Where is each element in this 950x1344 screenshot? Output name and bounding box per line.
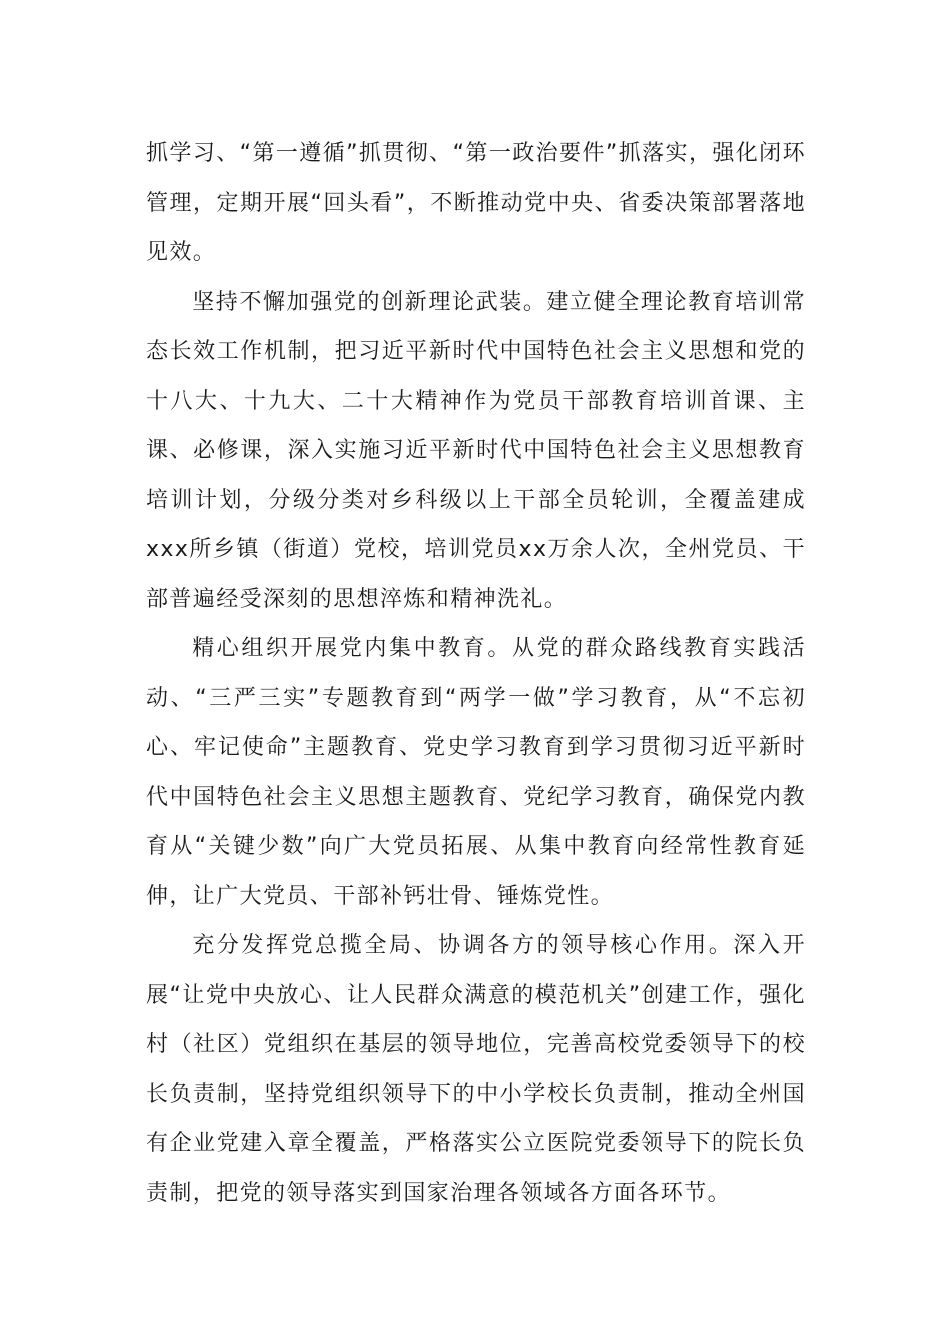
paragraph-leadership-core: 充分发挥党总揽全局、协调各方的领导核心作用。深入开展“让党中央放心、让人民群众满意的模范机关”创建工作，强化村（社区）党组织在基层的领导地位，完善高校党委领导下的校长负责制，坚持党组织领导下的中小学校长负责制，推动全州国有企业党建入章全覆盖，严格落实公立医院党委领导下的院长负责制，把党的领导落实到国家治理各领域各方面各环节。 bbox=[146, 933, 806, 1206]
paragraph-theory-armament: 坚持不懈加强党的创新理论武装。建立健全理论教育培训常态长效工作机制，把习近平新时代中国特色社会主义思想和党的十八大、十九大、二十大精神作为党员干部教育培训首课、主课、必修课，深入实施习近平新时代中国特色社会主义思想教育培训计划，分级分类对乡科级以上干部全员轮训，全覆盖建成xxx所乡镇（街道）党校，培训党员xx万余人次，全州党员、干部普遍经受深刻的思想淬炼和精神洗礼。 bbox=[146, 289, 806, 612]
paragraph-party-education: 精心组织开展党内集中教育。从党的群众路线教育实践活动、“三严三实”专题教育到“两学一做”学习教育，从“不忘初心、牢记使命”主题教育、党史学习教育到学习贯彻习近平新时代中国特色社会主义思想主题教育、党纪学习教育，确保党内教育从“关键少数”向广大党员拓展、从集中教育向经常性教育延伸，让广大党员、干部补钙壮骨、锤炼党性。 bbox=[146, 636, 806, 909]
paragraph-continuation: 抓学习、“第一遵循”抓贯彻、“第一政治要件”抓落实，强化闭环管理，定期开展“回头看”，不断推动党中央、省委决策部署落地见效。 bbox=[146, 141, 806, 265]
document-body bbox=[146, 129, 806, 1218]
